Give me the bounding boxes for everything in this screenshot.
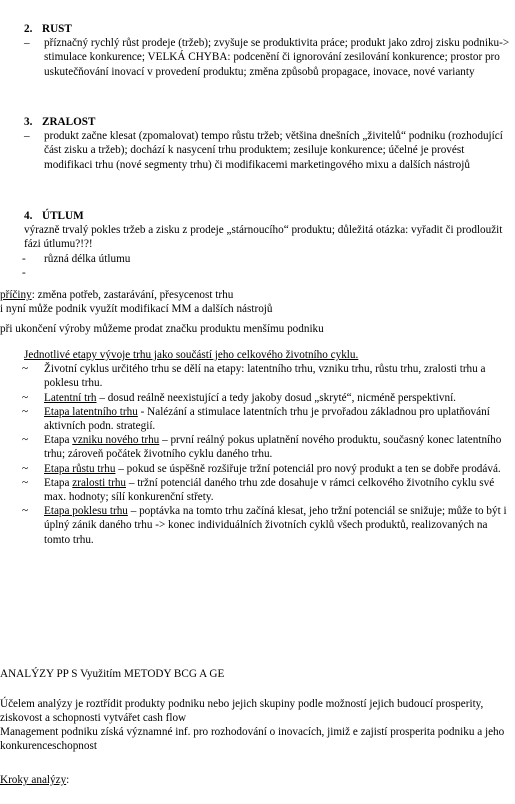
section-rust: [0, 22, 511, 79]
tilde-marker: ~: [22, 363, 29, 376]
list-marker: -: [22, 266, 26, 279]
zralost-description: [0, 129, 511, 172]
list-item: [0, 462, 511, 476]
list-item: [0, 433, 511, 461]
rust-description: [0, 36, 511, 79]
list-item: [0, 476, 511, 504]
analysis-steps-line: [0, 773, 511, 787]
section-title: Jednotlivé etapy vývoje trhu jako součástí jeho celkového životního cyklu.: [24, 349, 359, 361]
tilde-marker: ~: [22, 391, 29, 404]
list-item-text: – první reálný pokus uplatnění nového produktu, současný konec latentního trhu; zároveň počátek životního cyklu daného trhu.: [44, 434, 502, 461]
tilde-marker: ~: [22, 476, 29, 489]
dash-marker: –: [24, 130, 30, 143]
list-item: [0, 504, 511, 547]
heading-rust: [24, 22, 511, 36]
heading-text: ÚTLUM: [42, 210, 84, 222]
tilde-marker: ~: [22, 505, 29, 518]
term: Etapa růstu trhu: [44, 462, 116, 475]
list-item: [0, 405, 511, 433]
list-item-text: – poptávka na tomto trhu začíná klesat, jeho tržní potenciál se snižuje; může to být i úplný zánik daného trhu -> konec individuálních životních cyklů všech produktů, realizovaných na tomto trhu.: [44, 505, 507, 546]
causes-text: : změna potřeb, zastarávání, přesycenost trhu: [31, 289, 234, 301]
term: Etapa poklesu trhu: [44, 505, 128, 518]
term: zralosti trhu: [72, 476, 127, 489]
list-item-text: Etapa: [44, 434, 73, 447]
list-item: [0, 362, 511, 390]
list-item-text: Etapa: [44, 476, 73, 489]
text-line: při ukončení výroby můžeme prodat značku produktu menšímu podniku: [0, 323, 324, 336]
analysis-paragraph-management: Management podniku získá významné inf. pro rozhodování o inovacích, jimiž e zajistí prosperita podniku a jeho konkurenceschopnost: [0, 726, 505, 753]
heading-zralost: [24, 115, 511, 129]
analysis-title: ANALÝZY PP S Využitím METODY BCG A GE: [0, 668, 225, 680]
heading-text: RUST: [42, 23, 72, 35]
rust-text: příznačný rychlý růst prodeje (tržeb); zvyšuje se produktivita práce; produkt jako zdroj zisku podniku-> stimulace konkurence; VELKÁ CHYBA: podcenění či ignorování zesilování konkurence; prostor pro uskutečňování inovací v provedení produktu; změna způsobů propagace, inovace, nové varianty: [44, 37, 510, 78]
list-item-text: různá délka útlumu: [44, 252, 131, 265]
dash-marker: –: [24, 37, 30, 50]
heading-text: ZRALOST: [42, 116, 96, 128]
heading-number: 2.: [24, 23, 33, 35]
list-item-text: - Nalézání a stimulace latentních trhu je prvořadou základnou pro uplatňování aktivních podn. strategií.: [44, 405, 490, 433]
analysis-paragraph-purpose: Účelem analýzy je roztřídit produkty podniku nebo jejich skupiny podle možností jejich budoucí prosperity, ziskovost a schopnosti vytvářet cash flow: [0, 698, 484, 725]
term: vzniku nového trhu: [72, 434, 160, 447]
market-cycle-section: [0, 348, 511, 547]
text-line: i nyní může podnik využít modifikací MM a dalších nástrojů: [0, 303, 273, 316]
causes-line: [0, 288, 511, 302]
section-utlum: [0, 209, 511, 280]
list-item-text: – dosud reálně neexistující a tedy jakoby dosud „skryté“, nicméně perspektivní.: [96, 391, 456, 404]
causes-block: [0, 288, 511, 337]
term: Latentní trh: [44, 391, 97, 404]
steps-colon: :: [66, 774, 70, 786]
list-item-text: – tržní potenciál daného trhu zde dosahuje v rámci celkového životního cyklu své max. hodnoty; sílí konkurenční střety.: [44, 476, 495, 504]
tilde-marker: ~: [22, 434, 29, 447]
heading-number: 3.: [24, 116, 33, 128]
heading-utlum: [24, 209, 511, 223]
causes-label: příčiny: [0, 289, 32, 301]
list-item: [0, 266, 511, 280]
term: Etapa latentního trhu: [44, 405, 138, 418]
utlum-text: výrazně trvalý pokles tržeb a zisku z prodeje „stárnoucího“ produktu; důležitá otázka: vyřadit či prodloužit fázi útlumu?!?!: [24, 224, 503, 251]
heading-number: 4.: [24, 210, 33, 222]
list-item: [0, 391, 511, 405]
list-item: [0, 252, 511, 266]
tilde-marker: ~: [22, 462, 29, 475]
list-item-text: – pokud se úspěšně rozšiřuje tržní potenciál pro nový produkt a ten se dobře prodává.: [115, 462, 501, 475]
list-item-text: Životní cyklus určitého trhu se dělí na etapy: latentního trhu, vzniku trhu, růstu trhu, zralosti trhu a poklesu trhu.: [44, 363, 486, 390]
section-zralost: [0, 115, 511, 172]
tilde-marker: ~: [22, 405, 29, 418]
zralost-text: produkt začne klesat (zpomalovat) tempo růstu tržeb; většina dnešních „živitelů“ podniku (rozhodující část zisku a tržeb); dochází k nasycení trhu produktem; zesiluje konkurence; účelné je provést modifikaci trhu (nové segmenty trhu) či modifikacemi marketingového mixu a dalších nástrojů: [44, 130, 503, 171]
steps-label: Kroky analýzy: [0, 774, 67, 786]
list-marker: -: [22, 252, 26, 265]
